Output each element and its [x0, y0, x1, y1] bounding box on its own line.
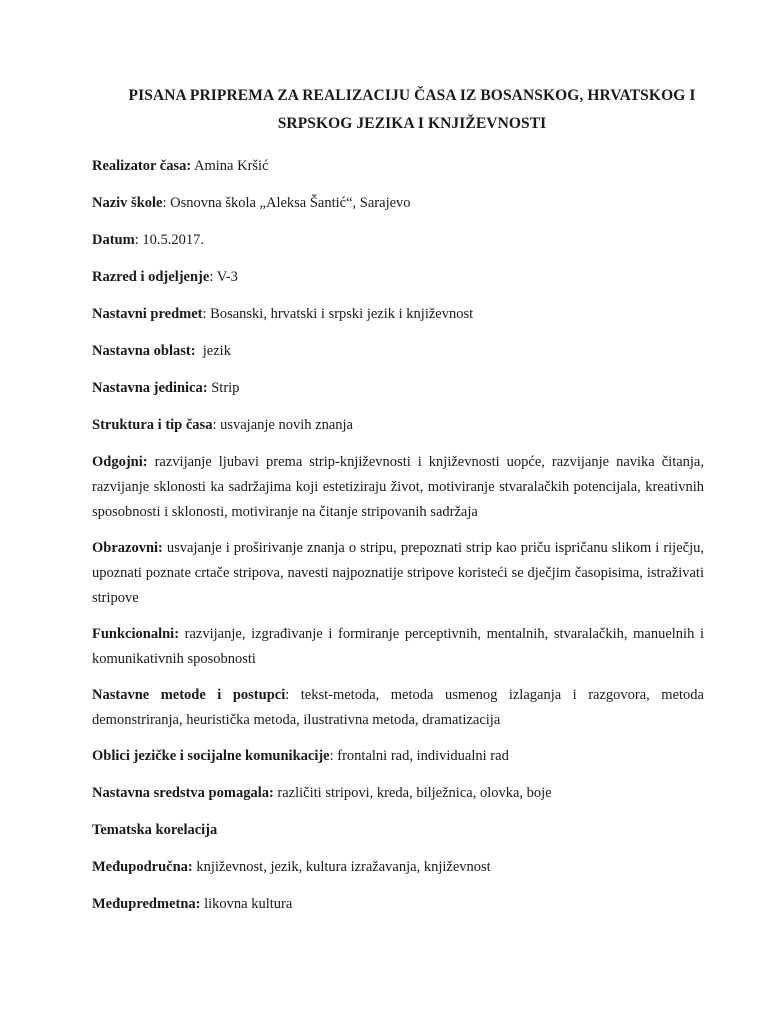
field-label: Nastavni predmet [92, 306, 203, 322]
field-value: Amina Kršić [191, 158, 269, 174]
field-label: Nastavna jedinica: [92, 380, 208, 396]
field-medjupodrucna [92, 855, 704, 880]
field-value: usvajanje i proširivanje znanja o stripu, prepoznati strip kao priču ispričanu slikom i riječju, upoznati poznate crtače stripova, navesti najpoznatije stripove koristeći se dječjim časopisima, istraživati stripove [92, 540, 704, 606]
field-value: : Osnovna škola „Aleksa Šantić“, Sarajevo [162, 195, 411, 211]
field-label: Nastavna oblast: [92, 343, 196, 359]
title-line-2: SRPSKOG JEZIKA I KNJIŽEVNOSTI [277, 115, 547, 132]
field-nastavna-sredstva [92, 781, 704, 806]
field-value: : 10.5.2017. [134, 232, 204, 248]
field-label: Realizator časa: [92, 158, 192, 174]
field-label: Funkcionalni: [92, 626, 180, 642]
field-label: Međupredmetna: [92, 896, 201, 912]
field-realizator [92, 154, 704, 179]
field-struktura [92, 413, 704, 438]
title-line-1: PISANA PRIPREMA ZA REALIZACIJU ČASA IZ BOSANSKOG, HRVATSKOG I [128, 87, 696, 104]
field-value: razvijanje, izgrađivanje i formiranje perceptivnih, mentalnih, stvaralačkih, manuelnih i komunikativnih sposobnosti [92, 626, 704, 667]
field-funkcionalni [92, 622, 704, 672]
field-nastavna-jedinica [92, 376, 704, 401]
field-value: likovna kultura [200, 896, 293, 912]
field-obrazovni [92, 536, 704, 611]
field-label: Razred i odjeljenje [92, 269, 210, 285]
field-naziv-skole [92, 191, 704, 216]
field-value: : tekst-metoda, metoda usmenog izlaganja i razgovora, metoda demonstriranja, heuristička metoda, ilustrativna metoda, dramatizacija [92, 687, 704, 728]
field-label: Struktura i tip časa [92, 417, 213, 433]
field-value: jezik [195, 343, 231, 359]
field-value: književnost, jezik, kultura izražavanja, književnost [192, 859, 491, 875]
field-label: Nastavna sredstva pomagala: [92, 785, 274, 801]
field-nastavni-predmet [92, 302, 704, 327]
field-tematska-korelacija [92, 818, 704, 843]
field-label: Obrazovni: [92, 540, 163, 556]
field-label: Tematska korelacija [92, 822, 218, 838]
field-razred [92, 265, 704, 290]
field-value: : Bosanski, hrvatski i srpski jezik i književnost [202, 306, 474, 322]
field-value: različiti stripovi, kreda, bilježnica, olovka, boje [273, 785, 552, 801]
field-value: : V-3 [209, 269, 238, 285]
field-label: Nastavne metode i postupci [92, 687, 286, 703]
field-label: Međupodručna: [92, 859, 193, 875]
document-title [92, 82, 732, 138]
field-label: Odgojni: [92, 454, 148, 470]
field-oblici-komunikacije [92, 744, 704, 769]
field-odgojni [92, 450, 704, 525]
field-label: Naziv škole [92, 195, 163, 211]
field-label: Datum [92, 232, 135, 248]
field-medjupredmetna [92, 892, 704, 917]
field-nastavne-metode [92, 683, 704, 733]
field-nastavna-oblast [92, 339, 704, 364]
field-value: Strip [207, 380, 240, 396]
field-value: : frontalni rad, individualni rad [329, 748, 509, 764]
field-label: Oblici jezičke i socijalne komunikacije [92, 748, 330, 764]
field-value: razvijanje ljubavi prema strip-književnosti i književnosti uopće, razvijanje navika čitanja, razvijanje sklonosti ka sadržajima koji estetiziraju život, motiviranje stvaralačkih potencijala, kreativnih sposobnosti i sklonosti, motiviranje na čitanje stripovanih sadržaja [92, 454, 704, 520]
field-value: : usvajanje novih znanja [212, 417, 353, 433]
field-datum [92, 228, 704, 253]
